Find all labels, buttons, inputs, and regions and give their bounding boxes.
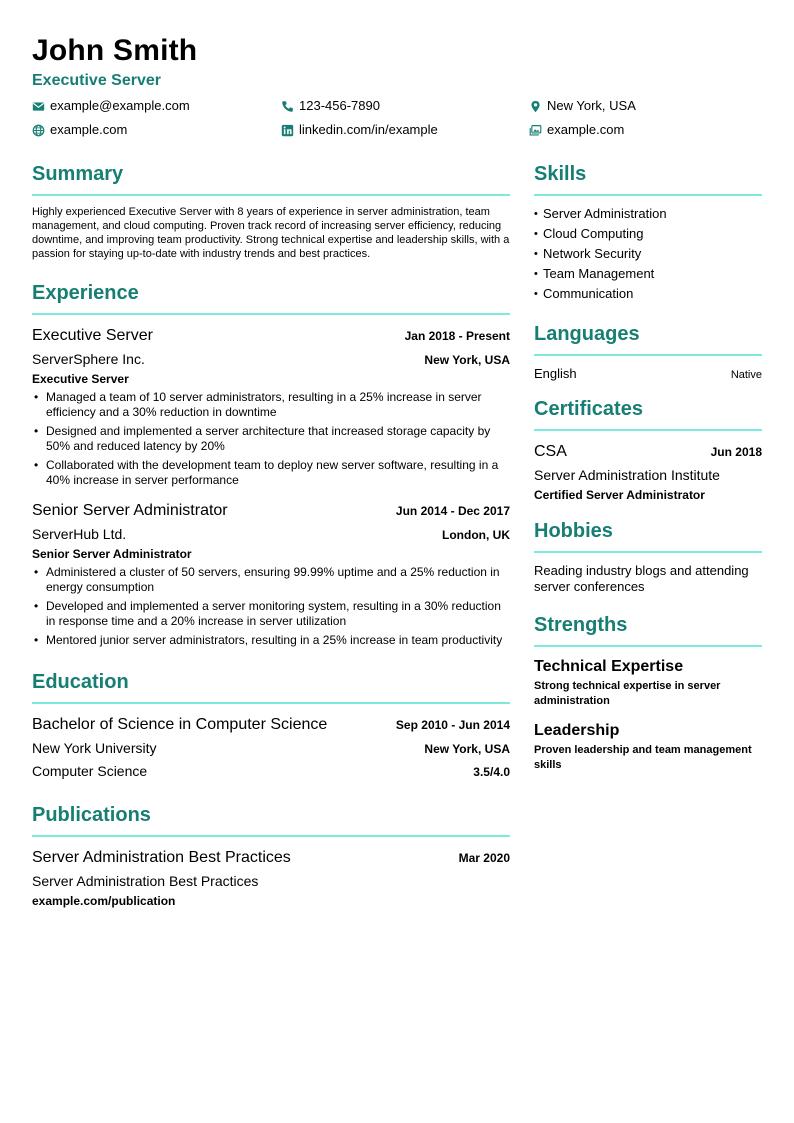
language-level: Native — [730, 369, 762, 381]
right-column — [534, 160, 762, 773]
experience-section — [32, 279, 510, 648]
strength-title: Leadership — [534, 722, 620, 739]
experience-heading: Experience — [32, 279, 510, 315]
skill-item: • Network Security — [534, 244, 762, 264]
education-heading: Education — [32, 668, 510, 704]
contact-email[interactable] — [32, 97, 190, 115]
globe-icon — [32, 124, 45, 137]
certificate-date: Jun 2018 — [710, 445, 762, 459]
skills-list — [534, 204, 762, 304]
publication-publisher: Server Administration Best Practices — [32, 873, 259, 889]
strengths-section — [534, 611, 762, 773]
resume-header — [32, 32, 762, 91]
achievement-item: • Collaborated with the development team to deploy new server software, resulting in a 40% increase in server performance — [46, 458, 510, 488]
email-text: example@example.com — [50, 98, 190, 113]
school-name: New York University — [32, 740, 157, 756]
publication-date: Mar 2020 — [458, 851, 510, 865]
job-achievements — [32, 565, 510, 648]
achievement-item: • Managed a team of 10 server administrators, resulting in a 25% increase in server efficiency and a 30% reduction in downtime — [46, 390, 510, 420]
phone-icon — [281, 100, 294, 113]
linkedin-icon — [281, 124, 294, 137]
linkedin-text: linkedin.com/in/example — [299, 122, 438, 137]
skill-item: • Team Management — [534, 264, 762, 284]
strengths-heading: Strengths — [534, 611, 762, 647]
job-title: Executive Server — [32, 327, 153, 344]
summary-heading: Summary — [32, 160, 510, 196]
hobbies-section — [534, 517, 762, 595]
job-dates: Jun 2014 - Dec 2017 — [395, 504, 510, 518]
languages-section — [534, 320, 762, 381]
job-location: New York, USA — [424, 353, 510, 367]
envelope-icon — [32, 100, 45, 113]
portfolio-icon — [529, 124, 542, 137]
map-pin-icon — [529, 100, 542, 113]
language-name: English — [534, 366, 577, 381]
location-text: New York, USA — [547, 98, 636, 113]
education-section — [32, 668, 510, 781]
job-title: Senior Server Administrator — [32, 502, 228, 519]
job-dates: Jan 2018 - Present — [404, 329, 510, 343]
summary-section — [32, 160, 510, 261]
publication-entry — [32, 848, 510, 909]
certificate-description: Certified Server Administrator — [534, 488, 705, 502]
certificate-issuer: Server Administration Institute — [534, 467, 720, 483]
achievement-item: • Administered a cluster of 50 servers, ensuring 99.99% uptime and a 25% reduction in energy consumption — [46, 565, 510, 595]
candidate-name: John Smith — [32, 34, 198, 67]
skills-section — [534, 160, 762, 304]
school-location: New York, USA — [424, 742, 510, 756]
job-location: London, UK — [442, 528, 510, 542]
contact-portfolio[interactable] — [529, 121, 624, 139]
certificates-heading: Certificates — [534, 395, 762, 431]
strength-description: Strong technical expertise in server administration — [534, 680, 721, 707]
contact-linkedin[interactable] — [281, 121, 438, 139]
publications-heading: Publications — [32, 801, 510, 837]
certificates-section — [534, 395, 762, 503]
degree: Bachelor of Science in Computer Science — [32, 716, 328, 733]
field-of-study: Computer Science — [32, 763, 148, 779]
experience-entry — [32, 326, 510, 488]
skill-item: • Cloud Computing — [534, 224, 762, 244]
contact-phone[interactable] — [281, 97, 380, 115]
contact-website[interactable] — [32, 121, 127, 139]
language-item — [534, 366, 762, 381]
strength-description: Proven leadership and team management skills — [534, 744, 752, 771]
publication-url[interactable]: example.com/publication — [32, 894, 176, 908]
languages-heading: Languages — [534, 320, 762, 356]
publications-section — [32, 801, 510, 909]
company-name: ServerSphere Inc. — [32, 351, 145, 367]
achievement-item: • Developed and implemented a server monitoring system, resulting in a 30% reduction in response time and a 20% increase in server utilization — [46, 599, 510, 629]
job-subtitle: Senior Server Administrator — [32, 547, 192, 561]
achievement-item: • Designed and implemented a server architecture that increased storage capacity by 50% and reduced latency by 20% — [46, 424, 510, 454]
candidate-role: Executive Server — [32, 72, 161, 89]
contact-location — [529, 97, 636, 115]
education-entry — [32, 715, 510, 781]
website-text: example.com — [50, 122, 128, 137]
job-subtitle: Executive Server — [32, 372, 129, 386]
company-name: ServerHub Ltd. — [32, 526, 127, 542]
summary-text: Highly experienced Executive Server with 8 years of experience in server administration, team management, and cloud computing. Proven track record of increasing server efficiency, reducing downtime, and improving team productivity. Strong technical expertise and leadership skills, with a passion for staying up-to-date with industry trends and best practices. — [32, 206, 510, 260]
phone-text: 123-456-7890 — [299, 98, 380, 113]
skills-heading: Skills — [534, 160, 762, 196]
skill-item: • Communication — [534, 284, 762, 304]
job-achievements — [32, 390, 510, 488]
experience-entry — [32, 501, 510, 648]
publication-name: Server Administration Best Practices — [32, 849, 291, 866]
portfolio-text: example.com — [547, 122, 625, 137]
education-dates: Sep 2010 - Jun 2014 — [395, 718, 510, 732]
achievement-item: • Mentored junior server administrators, resulting in a 25% increase in team productivity — [46, 633, 510, 648]
hobby-text: Reading industry blogs and attending server conferences — [534, 563, 749, 594]
gpa: 3.5/4.0 — [473, 765, 510, 779]
left-column — [32, 160, 510, 909]
certificate-entry — [534, 442, 762, 503]
hobbies-heading: Hobbies — [534, 517, 762, 553]
certificate-name: CSA — [534, 443, 567, 460]
skill-item: • Server Administration — [534, 204, 762, 224]
strength-title: Technical Expertise — [534, 658, 684, 675]
